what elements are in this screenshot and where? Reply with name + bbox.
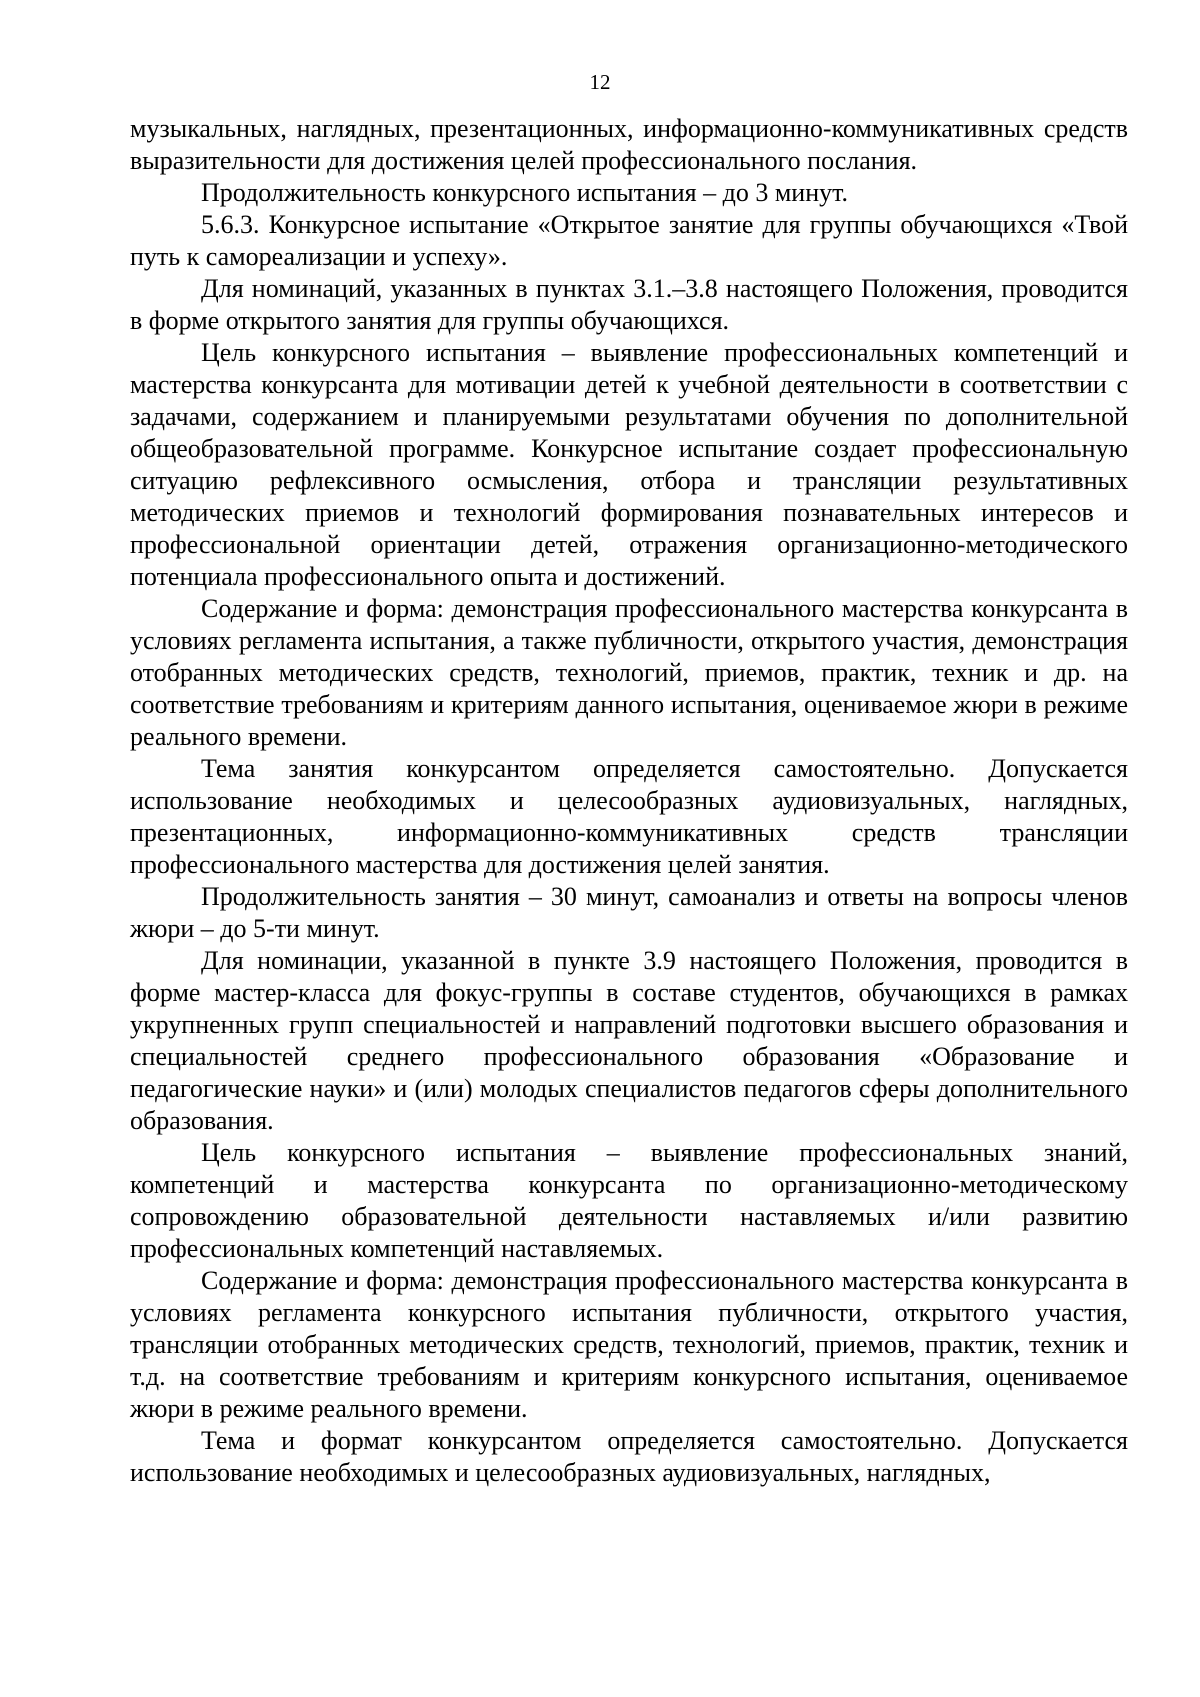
paragraph-goal-open-lesson: Цель конкурсного испытания – выявление профессиональных компетенций и мастерства конкурсанта для мотивации детей к учебной деятельности в соответствии с задачами, содержанием и планируемыми результатами обучения по дополнительной общеобразовательной программе. Конкурсное испытание создает профессиональную ситуацию рефлексивного осмысления, отбора и трансляции результативных методических приемов и технологий формирования познавательных интересов и профессиональной ориентации детей, отражения организационно-методического потенциала профессионального опыта и достижений. bbox=[130, 338, 1128, 591]
paragraph-content-form-master-class: Содержание и форма: демонстрация профессионального мастерства конкурсанта в условиях регламента конкурсного испытания публичности, открытого участия, трансляции отобранных методических средств, технологий, приемов, практик, техник и т.д. на соответствие требованиям и критериям конкурсного испытания, оцениваемое жюри в режиме реального времени. bbox=[130, 1266, 1128, 1423]
document-body bbox=[130, 113, 1128, 1489]
paragraph-goal-master-class: Цель конкурсного испытания – выявление профессиональных знаний, компетенций и мастерства конкурсанта по организационно-методическому сопровождению образовательной деятельности наставляемых и/или развитию профессиональных компетенций наставляемых. bbox=[130, 1138, 1128, 1263]
paragraph-duration-3-min: Продолжительность конкурсного испытания – до 3 минут. bbox=[201, 178, 849, 207]
paragraph-nominations-3-1-3-8: Для номинаций, указанных в пунктах 3.1.–3.8 настоящего Положения, проводится в форме открытого занятия для группы обучающихся. bbox=[130, 274, 1128, 335]
paragraph-lesson-topic: Тема занятия конкурсантом определяется самостоятельно. Допускается использование необходимых и целесообразных аудиовизуальных, наглядных, презентационных, информационно-коммуникативных средств трансляции профессионального мастерства для достижения целей занятия. bbox=[130, 754, 1128, 879]
paragraph-topic-format: Тема и формат конкурсантом определяется самостоятельно. Допускается использование необходимых и целесообразных аудиовизуальных, наглядных, bbox=[130, 1426, 1128, 1487]
paragraph-lesson-duration: Продолжительность занятия – 30 минут, самоанализ и ответы на вопросы членов жюри – до 5-ти минут. bbox=[130, 882, 1128, 943]
page-number: 12 bbox=[589, 70, 611, 94]
paragraph-continuation: музыкальных, наглядных, презентационных, информационно-коммуникативных средств выразительности для достижения целей профессионального послания. bbox=[130, 114, 1128, 175]
paragraph-nomination-3-9: Для номинации, указанной в пункте 3.9 настоящего Положения, проводится в форме мастер-класса для фокус-группы в составе студентов, обучающихся в рамках укрупненных групп специальностей и направлений подготовки высшего образования и специальностей среднего профессионального образования «Образование и педагогические науки» и (или) молодых специалистов педагогов сферы дополнительного образования. bbox=[130, 946, 1128, 1135]
paragraph-section-5-6-3: 5.6.3. Конкурсное испытание «Открытое занятие для группы обучающихся «Твой путь к самореализации и успеху». bbox=[130, 210, 1128, 271]
paragraph-content-form-open-lesson: Содержание и форма: демонстрация профессионального мастерства конкурсанта в условиях регламента испытания, а также публичности, открытого участия, демонстрация отобранных методических средств, технологий, приемов, практик, техник и др. на соответствие требованиям и критериям данного испытания, оцениваемое жюри в режиме реального времени. bbox=[130, 594, 1128, 751]
